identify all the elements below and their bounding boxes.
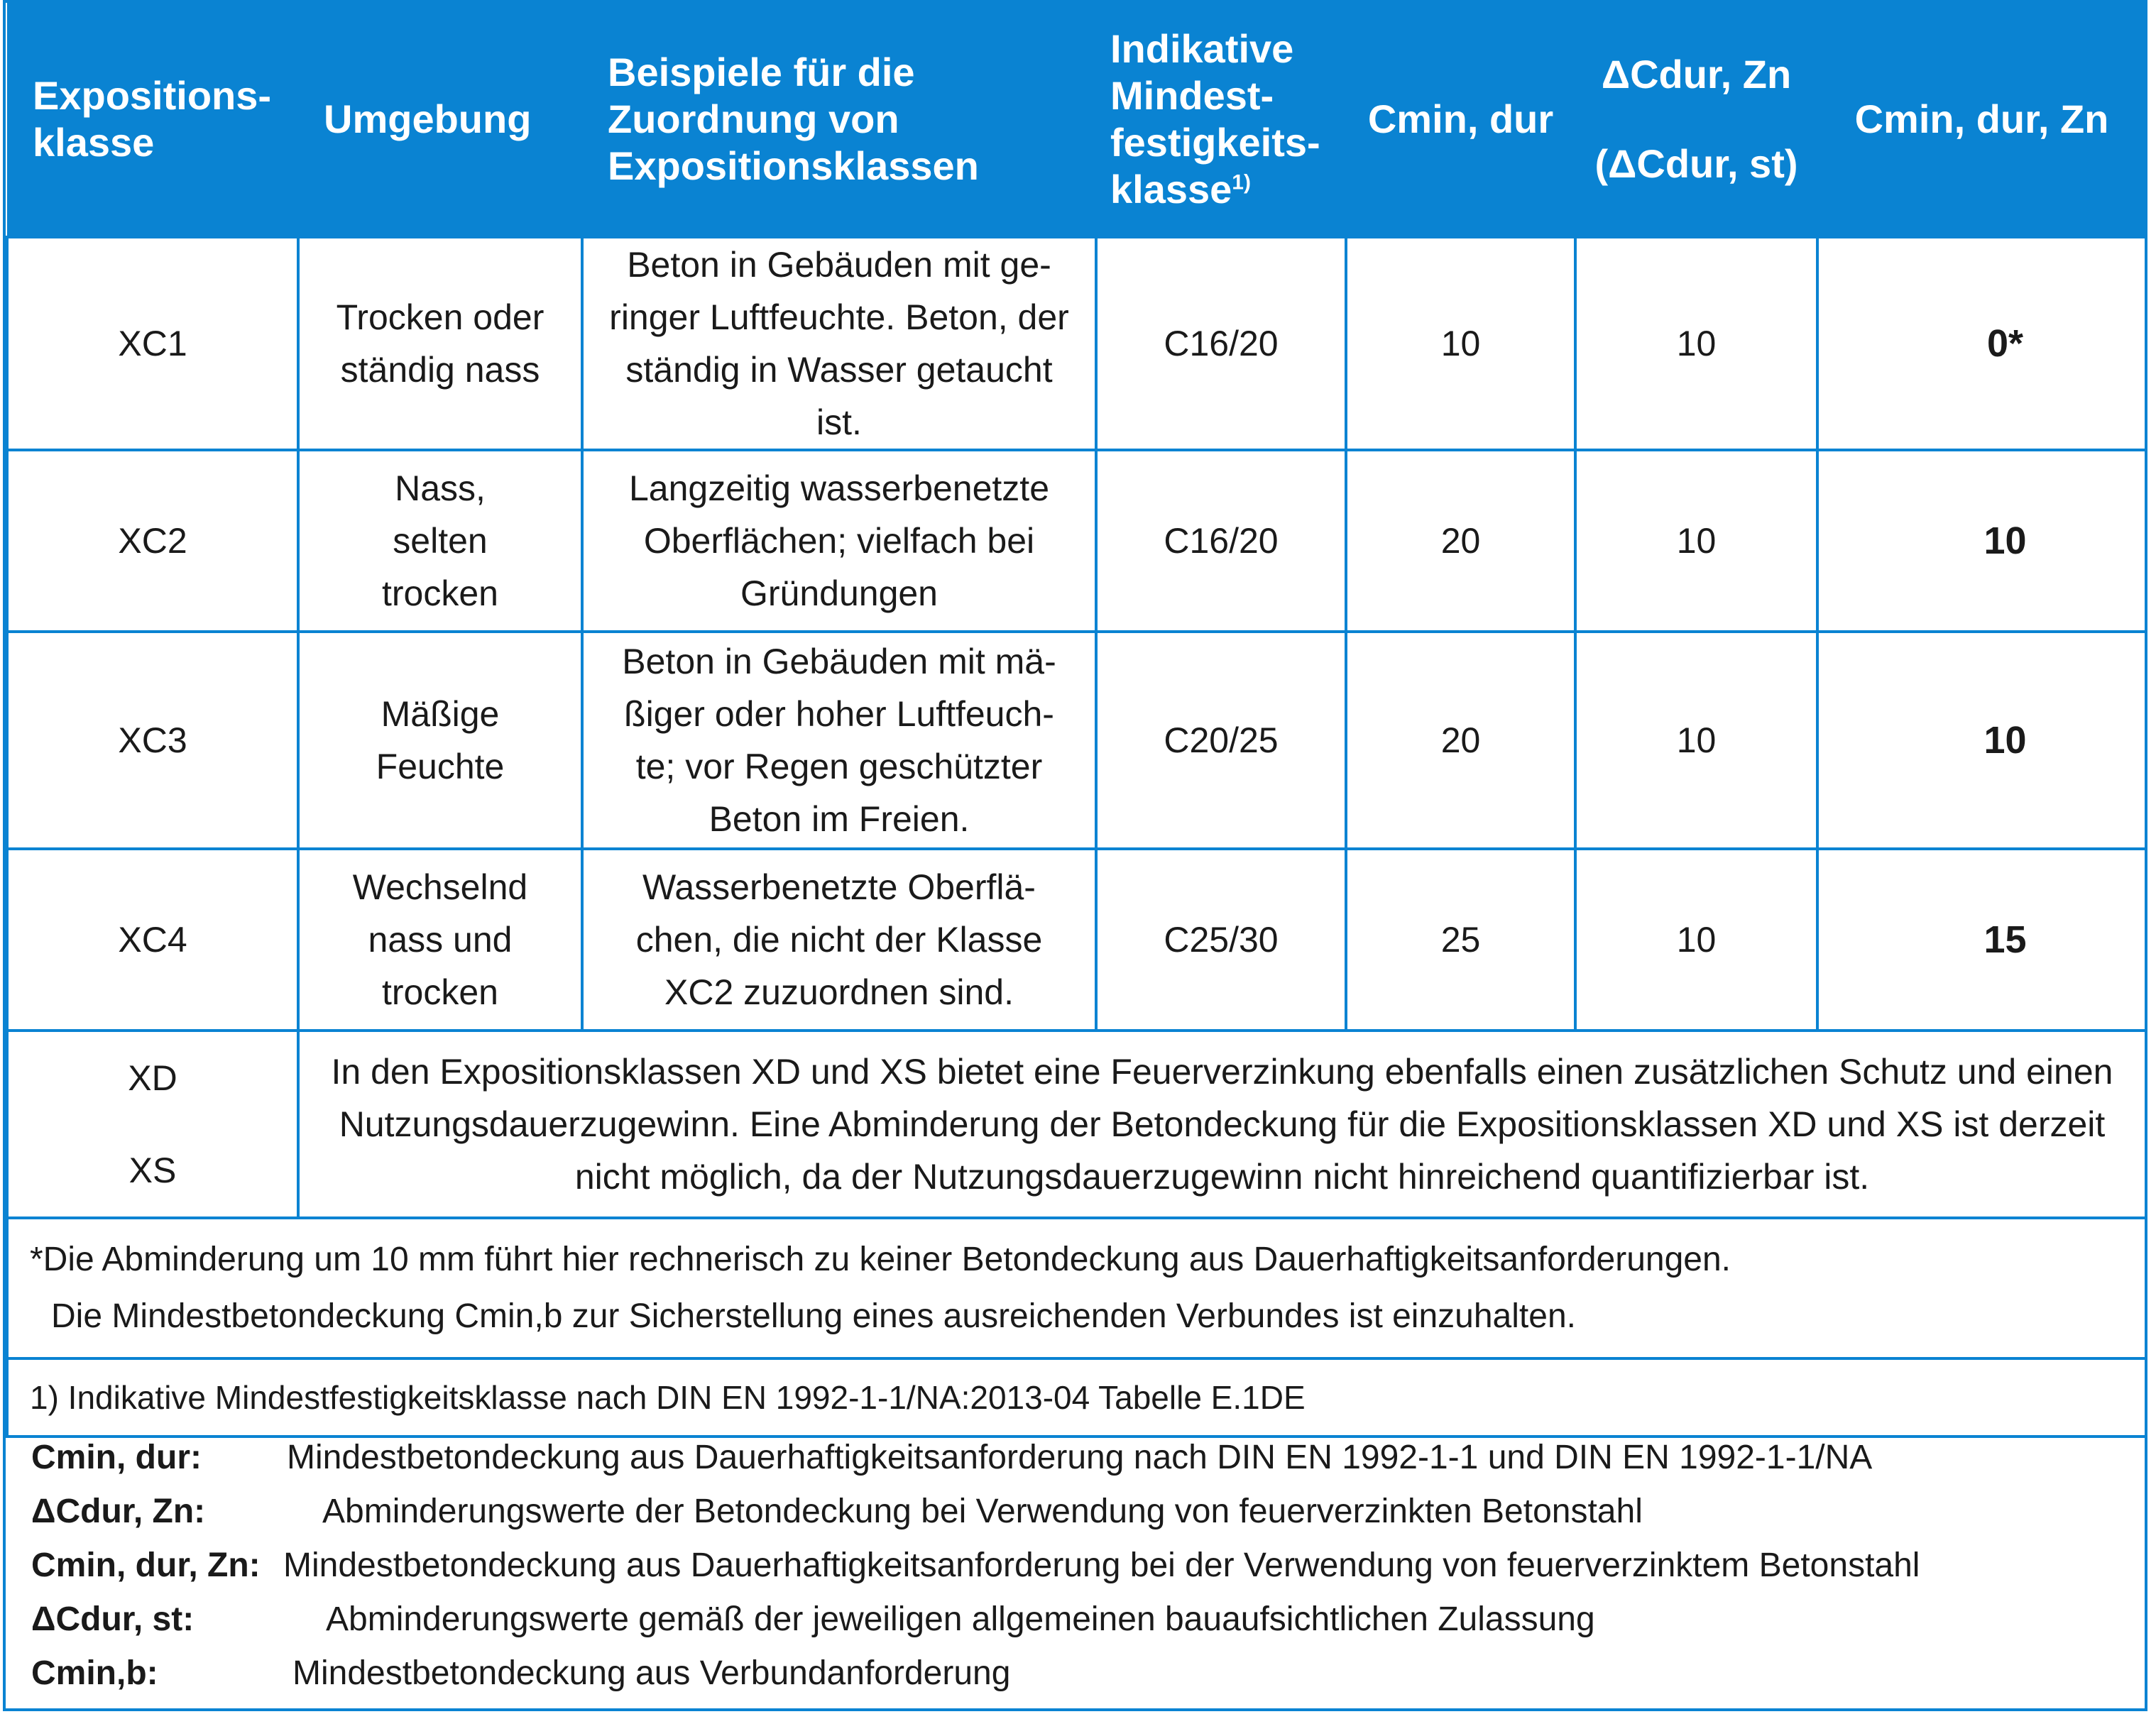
- legend-item: [31, 1539, 2133, 1593]
- cell-festigkeit: C16/20: [1096, 237, 1346, 450]
- cell-beispiele: Wasserbenetzte Oberflä-chen, die nicht der Klasse XC2 zuzuordnen sind.: [582, 849, 1096, 1031]
- table-row: [7, 237, 2146, 450]
- header-expositionsklasse: Expositions-klasse: [33, 73, 272, 165]
- table-row-xd-xs: [7, 1031, 2146, 1218]
- cell-klasse: XC4: [7, 849, 298, 1031]
- cell-beispiele: Beton in Gebäuden mit mä-ßiger oder hoher Luftfeuch-te; vor Regen geschützter Beton im Freien.: [582, 632, 1096, 849]
- legend-desc: Mindestbetondeckung aus Verbundanforderung: [292, 1654, 1011, 1692]
- header-cmin-dur: Cmin, dur: [1367, 97, 1554, 141]
- cell-klasse: XC3: [7, 632, 298, 849]
- header-beispiele: Beispiele für die Zuordnung von Expositionsklassen: [608, 50, 979, 188]
- cell-cmin-dur-zn: 15: [1817, 849, 2146, 1031]
- legend-term: ΔCdur, Zn:: [31, 1493, 206, 1530]
- cell-beispiele: Beton in Gebäuden mit ge-ringer Luftfeuchte. Beton, der ständig in Wasser getaucht ist.: [582, 237, 1096, 450]
- cell-klasse: XC2: [7, 450, 298, 632]
- cell-klasse: XC1: [7, 237, 298, 450]
- legend: [31, 1431, 2133, 1701]
- cell-cmin-dur: 20: [1346, 632, 1575, 849]
- cell-umgebung: Wechselnd nass und trocken: [298, 849, 582, 1031]
- cell-cmin-dur: 25: [1346, 849, 1575, 1031]
- header-cmin-dur-zn: Cmin, dur, Zn: [1854, 97, 2109, 141]
- cell-xd-xs-note: In den Expositionsklassen XD und XS bietet eine Feuerverzinkung ebenfalls einen zusätzlichen Schutz und einen Nutzungsdauerzugewinn. Eine Abminderung der Betondeckung für die Expositionsklassen XD und XS ist derzeit nicht möglich, da der Nutzungsdauerzugewinn nicht hinreichend quantifizierbar ist.: [298, 1031, 2146, 1218]
- cell-cmin-dur-zn: 10: [1817, 450, 2146, 632]
- cell-xd-xs: [7, 1031, 298, 1218]
- cell-umgebung: Nass, selten trocken: [298, 450, 582, 632]
- legend-item: [31, 1485, 2133, 1539]
- header-delta-cdur: [1575, 3, 1817, 237]
- legend-desc: Mindestbetondeckung aus Dauerhaftigkeitsanforderung nach DIN EN 1992-1-1 und DIN EN 1992-1-1/NA: [287, 1439, 1873, 1476]
- legend-item: [31, 1431, 2133, 1485]
- cell-festigkeit: C20/25: [1096, 632, 1346, 849]
- cell-beispiele: Langzeitig wasserbenetzte Oberflächen; vielfach bei Gründungen: [582, 450, 1096, 632]
- legend-term: Cmin, dur, Zn:: [31, 1547, 261, 1584]
- legend-item: [31, 1647, 2133, 1701]
- legend-desc: Abminderungswerte gemäß der jeweiligen allgemeinen bauaufsichtlichen Zulassung: [326, 1600, 1595, 1638]
- legend-item: [31, 1593, 2133, 1647]
- cell-cmin-dur: 20: [1346, 450, 1575, 632]
- legend-desc: Mindestbetondeckung aus Dauerhaftigkeitsanforderung bei der Verwendung von feuerverzinktem Betonstahl: [283, 1547, 1920, 1584]
- cell-cmin-dur: 10: [1346, 237, 1575, 450]
- table-row: [7, 450, 2146, 632]
- table-row-footnote-star: [7, 1218, 2146, 1358]
- footnote-star-line2: Die Mindestbetondeckung Cmin,b zur Sicherstellung eines ausreichenden Verbundes ist einzuhalten.: [51, 1297, 1576, 1335]
- cell-delta: 10: [1575, 632, 1817, 849]
- cell-cmin-dur-zn: 0*: [1817, 237, 2146, 450]
- header-umgebung: Umgebung: [324, 97, 532, 141]
- footnote-star-line1: *Die Abminderung um 10 mm führt hier rechnerisch zu keiner Betondeckung aus Dauerhaftigkeitsanforderungen.: [30, 1241, 1731, 1278]
- table-row: [7, 849, 2146, 1031]
- cell-delta: 10: [1575, 237, 1817, 450]
- cell-xs: XS: [128, 1150, 177, 1190]
- cell-delta: 10: [1575, 450, 1817, 632]
- header-mindestfestigkeitsklasse-label: Indikative Mindest-festigkeits-klasse: [1110, 26, 1320, 212]
- cell-xd: XD: [128, 1058, 177, 1098]
- legend-term: Cmin,b:: [31, 1654, 158, 1692]
- header-mindestfestigkeitsklasse: [1096, 3, 1346, 237]
- footnote-star: [7, 1218, 2146, 1358]
- cell-umgebung: Mäßige Feuchte: [298, 632, 582, 849]
- footnote-1: 1) Indikative Mindestfestigkeitsklasse nach DIN EN 1992-1-1/NA:2013-04 Tabelle E.1DE: [7, 1358, 2146, 1437]
- table-frame: [3, 0, 2147, 1711]
- cell-festigkeit: C25/30: [1096, 849, 1346, 1031]
- table-row-footnote-1: [7, 1358, 2146, 1437]
- exposure-class-table: [6, 3, 2147, 1438]
- header-footnote-marker: 1): [1232, 170, 1251, 194]
- header-delta-cdur-zn: ΔCdur, Zn: [1601, 52, 1792, 97]
- legend-desc: Abminderungswerte der Betondeckung bei Verwendung von feuerverzinkten Betonstahl: [322, 1493, 1643, 1530]
- legend-term: ΔCdur, st:: [31, 1600, 195, 1638]
- table-header-row: [7, 3, 2146, 237]
- cell-cmin-dur-zn: 10: [1817, 632, 2146, 849]
- header-delta-cdur-st: (ΔCdur, st): [1594, 141, 1798, 186]
- cell-umgebung: Trocken oder ständig nass: [298, 237, 582, 450]
- legend-term: Cmin, dur:: [31, 1439, 202, 1476]
- cell-festigkeit: C16/20: [1096, 450, 1346, 632]
- table-row: [7, 632, 2146, 849]
- cell-delta: 10: [1575, 849, 1817, 1031]
